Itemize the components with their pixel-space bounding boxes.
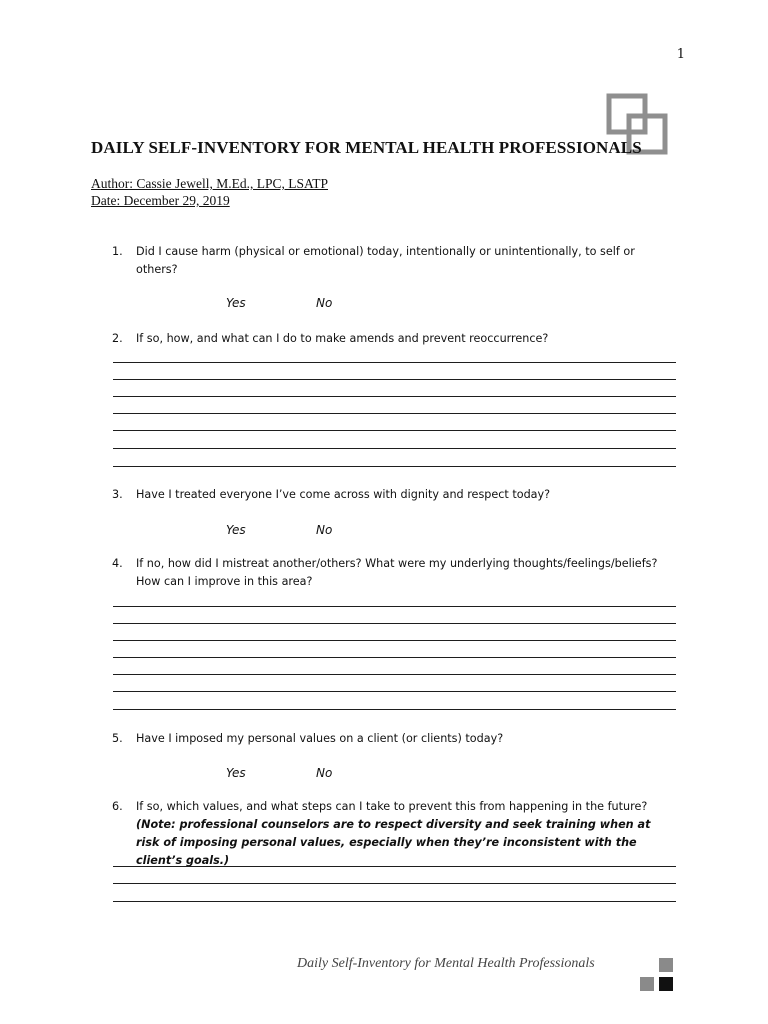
question-text: If no, how did I mistreat another/others? What were my underlying thoughts/feelings/beliefs? How can I improve in this area?: [136, 557, 658, 588]
answer-line[interactable]: [113, 448, 676, 449]
no-option[interactable]: No: [316, 523, 333, 537]
question-number: 5.: [112, 732, 123, 745]
question-text: If so, which values, and what steps can I take to prevent this from happening in the future?: [136, 800, 648, 813]
answer-line[interactable]: [113, 466, 676, 467]
answer-line[interactable]: [113, 362, 676, 363]
author-line: Author: Cassie Jewell, M.Ed., LPC, LSATP: [91, 176, 329, 191]
answer-line[interactable]: [113, 709, 676, 710]
question-number: 4.: [112, 557, 123, 570]
footer-square: [659, 977, 673, 991]
answer-line[interactable]: [113, 606, 676, 607]
no-option[interactable]: No: [316, 296, 333, 310]
question-5: [112, 730, 672, 748]
footer-square: [640, 977, 654, 991]
question-text: Did I cause harm (physical or emotional) today, intentionally or unintentionally, to self or others?: [136, 245, 635, 276]
answer-line[interactable]: [113, 396, 676, 397]
answer-line[interactable]: [113, 901, 676, 902]
answer-line[interactable]: [113, 674, 676, 675]
question-note: (Note: professional counselors are to respect diversity and seek training when at risk of imposing personal values, especially when they’re inconsistent with the client’s goals.): [136, 818, 651, 867]
question-number: 3.: [112, 488, 123, 501]
answer-line[interactable]: [113, 691, 676, 692]
question-text: Have I imposed my personal values on a client (or clients) today?: [136, 732, 504, 745]
date-line: Date: December 29, 2019: [91, 193, 230, 208]
question-4: [112, 555, 672, 591]
answer-line[interactable]: [113, 413, 676, 414]
answer-line[interactable]: [113, 657, 676, 658]
answer-line[interactable]: [113, 430, 676, 431]
answer-line[interactable]: [113, 866, 676, 867]
no-option[interactable]: No: [316, 766, 333, 780]
question-2: [112, 330, 672, 348]
question-text: If so, how, and what can I do to make amends and prevent reoccurrence?: [136, 332, 549, 345]
answer-line[interactable]: [113, 883, 676, 884]
page-number: 1: [676, 47, 685, 62]
yes-option[interactable]: Yes: [226, 523, 246, 537]
answer-line[interactable]: [113, 640, 676, 641]
footer-square: [659, 958, 673, 972]
question-number: 2.: [112, 332, 123, 345]
question-6: [112, 798, 672, 870]
answer-line[interactable]: [113, 623, 676, 624]
question-text: Have I treated everyone I’ve come across with dignity and respect today?: [136, 488, 551, 501]
question-1: [112, 243, 672, 279]
question-number: 1.: [112, 245, 123, 258]
footer-title: Daily Self-Inventory for Mental Health Professionals: [297, 956, 595, 971]
yes-option[interactable]: Yes: [226, 766, 246, 780]
answer-line[interactable]: [113, 379, 676, 380]
document-title: DAILY SELF-INVENTORY FOR MENTAL HEALTH PROFESSIONALS: [91, 138, 642, 157]
question-number: 6.: [112, 800, 123, 813]
question-3: [112, 486, 672, 504]
yes-option[interactable]: Yes: [226, 296, 246, 310]
